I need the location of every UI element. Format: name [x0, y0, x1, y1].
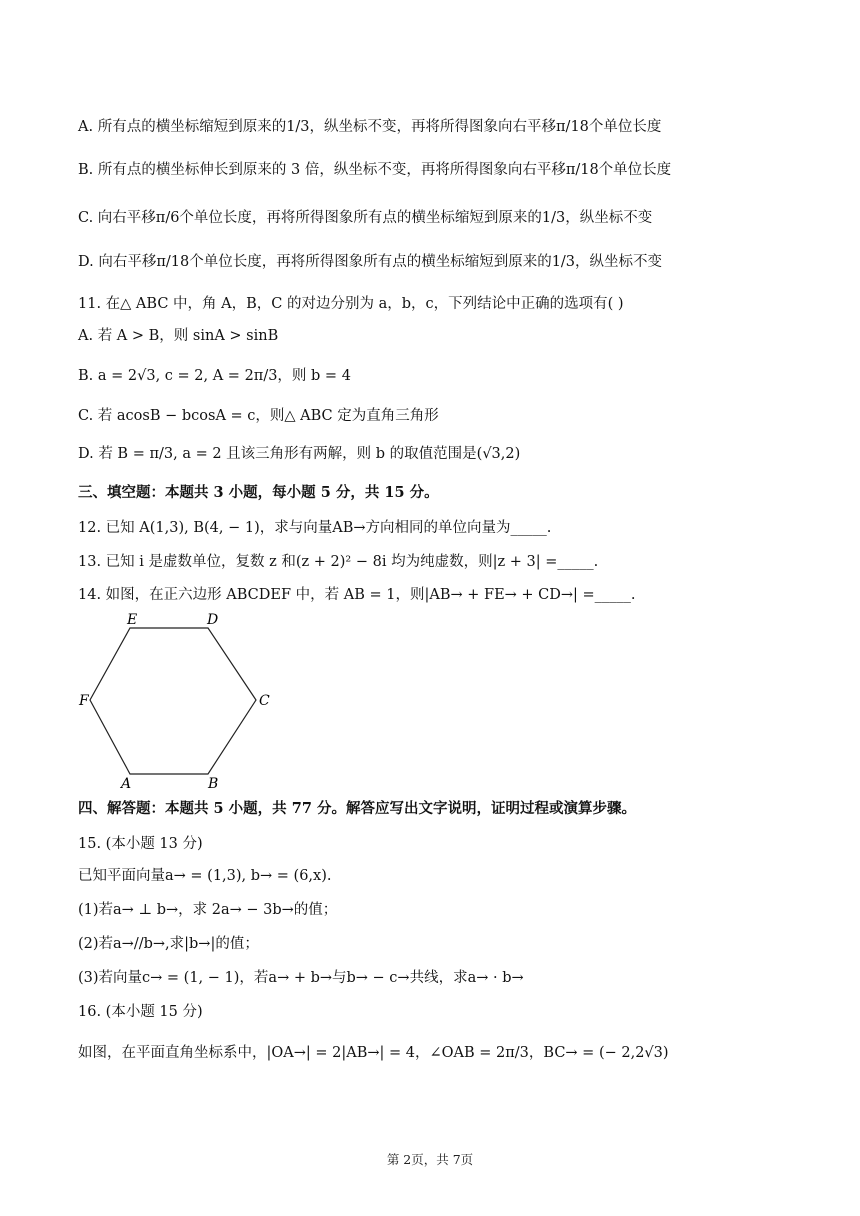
question-16-stem: 如图，在平面直角坐标系中，|OA→| = 2|AB→| = 4，∠OAB = 2π/3，BC→ = (− 2,2√3) — [78, 1045, 669, 1061]
vertex-label-e: E — [127, 612, 138, 628]
hexagon-shape — [90, 628, 256, 774]
option-11-b: B. a = 2√3, c = 2, A = 2π/3，则 b = 4 — [78, 368, 351, 384]
vertex-label-b: B — [208, 776, 219, 792]
section-3-heading: 三、填空题：本题共 3 小题，每小题 5 分，共 15 分。 — [78, 484, 439, 501]
question-15-part-3: (3)若向量c→ = (1, − 1)，若a→ + b→与b→ − c→共线，求a→ · b→ — [78, 970, 524, 986]
question-15-part-1: (1)若a→ ⊥ b→，求 2a→ − 3b→的值； — [78, 902, 338, 918]
option-11-a: A. 若 A > B，则 sinA > sinB — [78, 328, 279, 344]
vertex-label-a: A — [121, 776, 132, 792]
section-4-heading: 四、解答题：本题共 5 小题，共 77 分。解答应写出文字说明，证明过程或演算步骤。 — [78, 800, 636, 817]
page-footer: 第 2页，共 7页 — [386, 1152, 474, 1167]
vertex-label-d: D — [207, 612, 219, 628]
question-16-header: 16. (本小题 15 分) — [78, 1004, 203, 1020]
question-15-stem: 已知平面向量a→ = (1,3), b→ = (6,x). — [78, 868, 332, 884]
question-15-part-2: (2)若a→//b→,求|b→|的值； — [78, 936, 259, 952]
option-11-d: D. 若 B = π/3, a = 2 且该三角形有两解，则 b 的取值范围是(√3,2) — [78, 446, 521, 462]
option-10-d: D. 向右平移π/18个单位长度，再将所得图象所有点的横坐标缩短到原来的1/3，纵坐标不变 — [78, 254, 663, 270]
option-11-c: C. 若 acosB − bcosA = c，则△ ABC 定为直角三角形 — [78, 408, 439, 424]
question-11: 11. 在△ ABC 中，角 A，B，C 的对边分别为 a，b，c，下列结论中正确的选项有( ) — [78, 296, 624, 312]
question-14: 14. 如图，在正六边形 ABCDEF 中，若 AB = 1，则|AB→ + FE→ + CD→| =_____. — [78, 587, 636, 603]
hexagon-figure — [70, 606, 280, 792]
vertex-label-c: C — [259, 693, 270, 709]
question-13: 13. 已知 i 是虚数单位，复数 z 和(z + 2)² − 8i 均为纯虚数，则|z + 3| =_____. — [78, 554, 599, 570]
option-10-a: A. 所有点的横坐标缩短到原来的1/3，纵坐标不变，再将所得图象向右平移π/18个单位长度 — [78, 119, 662, 135]
option-10-b: B. 所有点的横坐标伸长到原来的 3 倍，纵坐标不变，再将所得图象向右平移π/18个单位长度 — [78, 162, 672, 178]
question-12: 12. 已知 A(1,3), B(4, − 1)，求与向量AB→方向相同的单位向量为_____. — [78, 520, 552, 536]
option-10-c: C. 向右平移π/6个单位长度，再将所得图象所有点的横坐标缩短到原来的1/3，纵坐标不变 — [78, 210, 653, 226]
vertex-label-f: F — [79, 693, 89, 709]
question-15-header: 15. (本小题 13 分) — [78, 836, 203, 852]
